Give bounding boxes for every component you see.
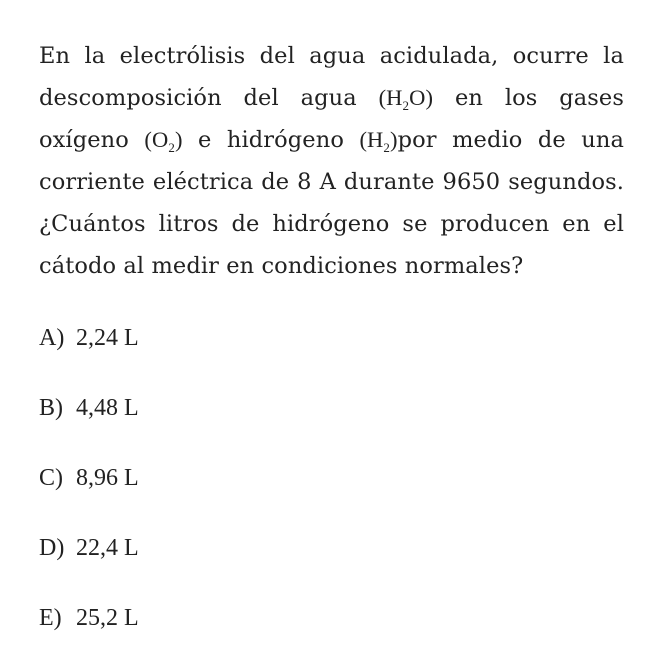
formula-part: (H [378,85,403,110]
option-letter: B) [39,395,63,421]
formula-part: ) [390,127,398,152]
option-value: 22,4 L [76,535,139,561]
question-text [39,35,624,287]
water-formula [379,77,434,119]
formula-subscript: 2 [402,98,410,113]
option-value: 2,24 L [76,325,139,351]
question-line-4: corriente eléctrica de 8 A durante 9650 segundos. [39,169,624,195]
question-line-2 [39,77,624,119]
formula-subscript: 2 [383,140,391,155]
formula-part: O) [409,85,434,110]
option-letter: A) [39,325,65,351]
option-letter: D) [39,535,65,561]
option-value: 25,2 L [76,605,139,631]
question-line-6: cátodo al medir en condiciones normales? [39,253,524,279]
option-d[interactable] [39,526,139,596]
option-letter: E) [39,605,62,631]
question-text-fragment: descomposición del agua [39,85,357,111]
formula-part: (H [359,127,384,152]
question-text-fragment: e hidrógeno [198,127,344,153]
question-line-3 [39,119,624,161]
formula-part: ) [174,127,183,152]
option-value: 4,48 L [76,395,139,421]
question-line-1: En la electrólisis del agua acidulada, ocurre la [39,43,624,69]
option-value: 8,96 L [76,465,139,491]
question-text-fragment: por medio de una [397,127,624,153]
question-line-5: ¿Cuántos litros de hidrógeno se producen en el [39,211,624,237]
formula-part: (O [144,127,169,152]
question-text-fragment: en los gases [454,85,624,111]
hydrogen-formula [359,119,397,161]
option-letter: C) [39,465,63,491]
formula-subscript: 2 [168,140,175,155]
option-c[interactable] [39,456,139,526]
answer-options [39,316,139,666]
option-b[interactable] [39,386,139,456]
question-text-fragment: oxígeno [39,127,129,153]
option-a[interactable] [39,316,139,386]
oxygen-formula [144,119,182,161]
